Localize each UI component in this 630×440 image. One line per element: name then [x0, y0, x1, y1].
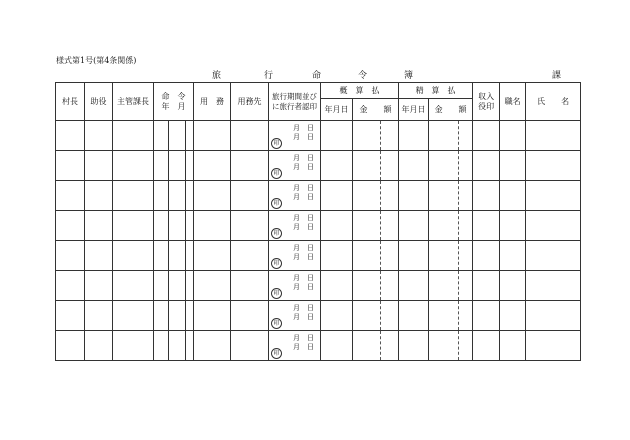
cell-seisan-amount-sub[interactable]	[459, 121, 473, 151]
cell-yakuyaku[interactable]	[85, 181, 113, 211]
cell-meirei-year[interactable]	[154, 181, 169, 211]
cell-gaisan-amount[interactable]	[353, 301, 381, 331]
cell-period[interactable]	[269, 271, 321, 301]
cell-meirei-day[interactable]	[186, 331, 194, 361]
seal-mark-icon: 印	[271, 228, 282, 239]
period-month-day-1: 月 日	[293, 154, 315, 162]
cell-gaisan-date[interactable]	[321, 151, 353, 181]
cell-gaisan-amount-sub[interactable]	[381, 301, 399, 331]
cell-yakuyaku[interactable]	[85, 301, 113, 331]
cell-gaisan-date[interactable]	[321, 301, 353, 331]
cell-gaisan-amount[interactable]	[353, 151, 381, 181]
table-row	[56, 301, 581, 331]
cell-period[interactable]	[269, 301, 321, 331]
cell-gaisan-date[interactable]	[321, 211, 353, 241]
cell-gaisan-amount-sub[interactable]	[381, 211, 399, 241]
cell-meirei-day[interactable]	[186, 211, 194, 241]
cell-gaisan-amount-sub[interactable]	[381, 241, 399, 271]
cell-shukan[interactable]	[113, 331, 154, 361]
header-meirei-top: 命 令	[161, 91, 186, 101]
period-month-day-2: 月 日	[293, 313, 315, 321]
cell-sonchou[interactable]	[56, 211, 85, 241]
cell-shunyu[interactable]	[473, 181, 500, 211]
header-shokumei: 職名	[500, 83, 526, 121]
cell-meirei-year[interactable]	[154, 301, 169, 331]
period-month-day-1: 月 日	[293, 214, 315, 222]
cell-seisan-amount-sub[interactable]	[459, 271, 473, 301]
cell-shukan[interactable]	[113, 181, 154, 211]
table-row	[56, 211, 581, 241]
cell-shunyu[interactable]	[473, 331, 500, 361]
cell-shimei[interactable]	[526, 211, 581, 241]
table-row	[56, 151, 581, 181]
cell-sonchou[interactable]	[56, 151, 85, 181]
cell-seisan-amount-sub[interactable]	[459, 211, 473, 241]
cell-sonchou[interactable]	[56, 301, 85, 331]
period-month-day-1: 月 日	[293, 304, 315, 312]
header-gaisan-date: 年月日	[321, 99, 353, 121]
cell-youmusaki[interactable]	[231, 181, 269, 211]
header-seisan-date: 年月日	[399, 99, 429, 121]
cell-seisan-amount[interactable]	[429, 241, 459, 271]
cell-gaisan-date[interactable]	[321, 241, 353, 271]
cell-gaisan-date[interactable]	[321, 331, 353, 361]
cell-gaisan-amount-sub[interactable]	[381, 331, 399, 361]
cell-shunyu[interactable]	[473, 271, 500, 301]
period-month-day-2: 月 日	[293, 253, 315, 261]
cell-seisan-date[interactable]	[399, 301, 429, 331]
cell-gaisan-amount[interactable]	[353, 121, 381, 151]
cell-meirei-day[interactable]	[186, 181, 194, 211]
cell-meirei-day[interactable]	[186, 241, 194, 271]
cell-gaisan-amount[interactable]	[353, 211, 381, 241]
cell-meirei-month[interactable]	[169, 241, 186, 271]
seal-mark-icon: 印	[271, 198, 282, 209]
cell-shukan[interactable]	[113, 211, 154, 241]
period-month-day-1: 月 日	[293, 244, 315, 252]
cell-shokumei[interactable]	[500, 151, 526, 181]
cell-shunyu[interactable]	[473, 151, 500, 181]
cell-youmusaki[interactable]	[231, 121, 269, 151]
cell-sonchou[interactable]	[56, 121, 85, 151]
period-month-day-2: 月 日	[293, 343, 315, 351]
cell-seisan-amount[interactable]	[429, 331, 459, 361]
header-gaisan: 概 算 払	[321, 83, 399, 99]
cell-gaisan-amount-sub[interactable]	[381, 121, 399, 151]
cell-meirei-year[interactable]	[154, 211, 169, 241]
period-month-day-2: 月 日	[293, 133, 315, 141]
cell-meirei-day[interactable]	[186, 301, 194, 331]
cell-seisan-amount-sub[interactable]	[459, 151, 473, 181]
title-char: 行	[264, 71, 274, 81]
period-month-day-2: 月 日	[293, 163, 315, 171]
header-shukan-kachou: 主管課長	[113, 83, 154, 121]
cell-youmu[interactable]	[194, 151, 231, 181]
cell-shokumei[interactable]	[500, 241, 526, 271]
cell-yakuyaku[interactable]	[85, 121, 113, 151]
cell-shukan[interactable]	[113, 271, 154, 301]
cell-youmu[interactable]	[194, 301, 231, 331]
cell-shokumei[interactable]	[500, 211, 526, 241]
cell-seisan-amount-sub[interactable]	[459, 181, 473, 211]
cell-youmusaki[interactable]	[231, 241, 269, 271]
cell-youmusaki[interactable]	[231, 301, 269, 331]
cell-seisan-amount[interactable]	[429, 211, 459, 241]
cell-shokumei[interactable]	[500, 331, 526, 361]
header-shimei: 氏 名	[526, 83, 581, 121]
period-month-day-1: 月 日	[293, 184, 315, 192]
cell-sonchou[interactable]	[56, 241, 85, 271]
cell-yakuyaku[interactable]	[85, 331, 113, 361]
cell-meirei-day[interactable]	[186, 121, 194, 151]
header-ryokou-kikan: 旅行期間並びに旅行者認印	[269, 83, 321, 121]
cell-gaisan-amount-sub[interactable]	[381, 181, 399, 211]
cell-youmusaki[interactable]	[231, 151, 269, 181]
cell-seisan-amount[interactable]	[429, 121, 459, 151]
cell-meirei-year[interactable]	[154, 241, 169, 271]
table-row	[56, 181, 581, 211]
cell-sonchou[interactable]	[56, 331, 85, 361]
cell-youmu[interactable]	[194, 241, 231, 271]
cell-period[interactable]	[269, 331, 321, 361]
title-char: 簿	[404, 71, 414, 81]
cell-seisan-date[interactable]	[399, 181, 429, 211]
cell-shimei[interactable]	[526, 301, 581, 331]
cell-shukan[interactable]	[113, 121, 154, 151]
cell-meirei-month[interactable]	[169, 271, 186, 301]
cell-gaisan-date[interactable]	[321, 181, 353, 211]
header-youmusaki: 用務先	[231, 83, 269, 121]
cell-yakuyaku[interactable]	[85, 241, 113, 271]
cell-youmusaki[interactable]	[231, 271, 269, 301]
cell-shunyu[interactable]	[473, 301, 500, 331]
cell-gaisan-amount[interactable]	[353, 181, 381, 211]
cell-shokumei[interactable]	[500, 121, 526, 151]
cell-gaisan-date[interactable]	[321, 121, 353, 151]
header-sonchou: 村長	[56, 83, 85, 121]
cell-sonchou[interactable]	[56, 271, 85, 301]
period-month-day-2: 月 日	[293, 193, 315, 201]
cell-meirei-month[interactable]	[169, 121, 186, 151]
period-month-day-2: 月 日	[293, 283, 315, 291]
cell-youmu[interactable]	[194, 121, 231, 151]
cell-shimei[interactable]	[526, 151, 581, 181]
cell-seisan-date[interactable]	[399, 331, 429, 361]
table-row	[56, 331, 581, 361]
cell-shimei[interactable]	[526, 331, 581, 361]
cell-seisan-date[interactable]	[399, 271, 429, 301]
cell-youmu[interactable]	[194, 181, 231, 211]
cell-shimei[interactable]	[526, 241, 581, 271]
cell-seisan-date[interactable]	[399, 151, 429, 181]
cell-meirei-month[interactable]	[169, 151, 186, 181]
seal-mark-icon: 印	[271, 138, 282, 149]
title-char: 旅	[212, 71, 222, 81]
cell-seisan-amount-sub[interactable]	[459, 301, 473, 331]
cell-shukan[interactable]	[113, 301, 154, 331]
cell-gaisan-amount-sub[interactable]	[381, 271, 399, 301]
cell-period[interactable]	[269, 151, 321, 181]
cell-shokumei[interactable]	[500, 301, 526, 331]
cell-period[interactable]	[269, 211, 321, 241]
seal-mark-icon: 印	[271, 318, 282, 329]
seal-mark-icon: 印	[271, 348, 282, 359]
cell-yakuyaku[interactable]	[85, 151, 113, 181]
table-row	[56, 241, 581, 271]
cell-seisan-amount[interactable]	[429, 151, 459, 181]
cell-seisan-date[interactable]	[399, 241, 429, 271]
table-row	[56, 271, 581, 301]
cell-meirei-month[interactable]	[169, 211, 186, 241]
header-shunyu-yaku-in: 収入役印	[473, 83, 500, 121]
cell-seisan-amount[interactable]	[429, 301, 459, 331]
cell-gaisan-amount[interactable]	[353, 331, 381, 361]
cell-youmu[interactable]	[194, 331, 231, 361]
cell-shimei[interactable]	[526, 271, 581, 301]
cell-youmusaki[interactable]	[231, 211, 269, 241]
cell-yakuyaku[interactable]	[85, 211, 113, 241]
cell-period[interactable]	[269, 121, 321, 151]
seal-mark-icon: 印	[271, 258, 282, 269]
title-char: 命	[312, 71, 322, 81]
cell-meirei-month[interactable]	[169, 181, 186, 211]
period-month-day-1: 月 日	[293, 124, 315, 132]
form-number-label: 様式第1号(第4条関係)	[56, 56, 137, 65]
cell-seisan-amount[interactable]	[429, 181, 459, 211]
cell-youmu[interactable]	[194, 271, 231, 301]
table-row	[56, 121, 581, 151]
cell-meirei-day[interactable]	[186, 151, 194, 181]
cell-shunyu[interactable]	[473, 241, 500, 271]
seal-mark-icon: 印	[271, 288, 282, 299]
cell-period[interactable]	[269, 181, 321, 211]
cell-meirei-day[interactable]	[186, 271, 194, 301]
department-suffix: 課	[552, 71, 562, 81]
header-gaisan-amount: 金 額	[353, 99, 399, 121]
cell-youmusaki[interactable]	[231, 331, 269, 361]
cell-gaisan-amount[interactable]	[353, 241, 381, 271]
header-youmu: 用 務	[194, 83, 231, 121]
seal-mark-icon: 印	[271, 168, 282, 179]
header-meirei-date	[154, 83, 194, 121]
cell-sonchou[interactable]	[56, 181, 85, 211]
cell-shunyu[interactable]	[473, 121, 500, 151]
cell-meirei-month[interactable]	[169, 331, 186, 361]
cell-gaisan-date[interactable]	[321, 271, 353, 301]
header-meirei-bottom: 年 月	[161, 101, 186, 111]
cell-period[interactable]	[269, 241, 321, 271]
cell-meirei-year[interactable]	[154, 331, 169, 361]
cell-shunyu[interactable]	[473, 211, 500, 241]
cell-shukan[interactable]	[113, 241, 154, 271]
cell-meirei-year[interactable]	[154, 151, 169, 181]
header-yakuyaku: 助役	[85, 83, 113, 121]
cell-yakuyaku[interactable]	[85, 271, 113, 301]
travel-order-register-table	[55, 82, 581, 361]
cell-seisan-amount[interactable]	[429, 271, 459, 301]
header-seisan: 精 算 払	[399, 83, 473, 99]
cell-meirei-year[interactable]	[154, 121, 169, 151]
period-month-day-1: 月 日	[293, 274, 315, 282]
cell-meirei-month[interactable]	[169, 301, 186, 331]
cell-seisan-amount-sub[interactable]	[459, 241, 473, 271]
header-seisan-amount: 金 額	[429, 99, 473, 121]
cell-youmu[interactable]	[194, 211, 231, 241]
cell-meirei-year[interactable]	[154, 271, 169, 301]
cell-shimei[interactable]	[526, 181, 581, 211]
title-char: 令	[358, 71, 368, 81]
period-month-day-1: 月 日	[293, 334, 315, 342]
cell-shokumei[interactable]	[500, 271, 526, 301]
cell-shukan[interactable]	[113, 151, 154, 181]
period-month-day-2: 月 日	[293, 223, 315, 231]
cell-shokumei[interactable]	[500, 181, 526, 211]
cell-seisan-date[interactable]	[399, 211, 429, 241]
cell-shimei[interactable]	[526, 121, 581, 151]
cell-gaisan-amount-sub[interactable]	[381, 151, 399, 181]
cell-seisan-amount-sub[interactable]	[459, 331, 473, 361]
cell-gaisan-amount[interactable]	[353, 271, 381, 301]
cell-seisan-date[interactable]	[399, 121, 429, 151]
